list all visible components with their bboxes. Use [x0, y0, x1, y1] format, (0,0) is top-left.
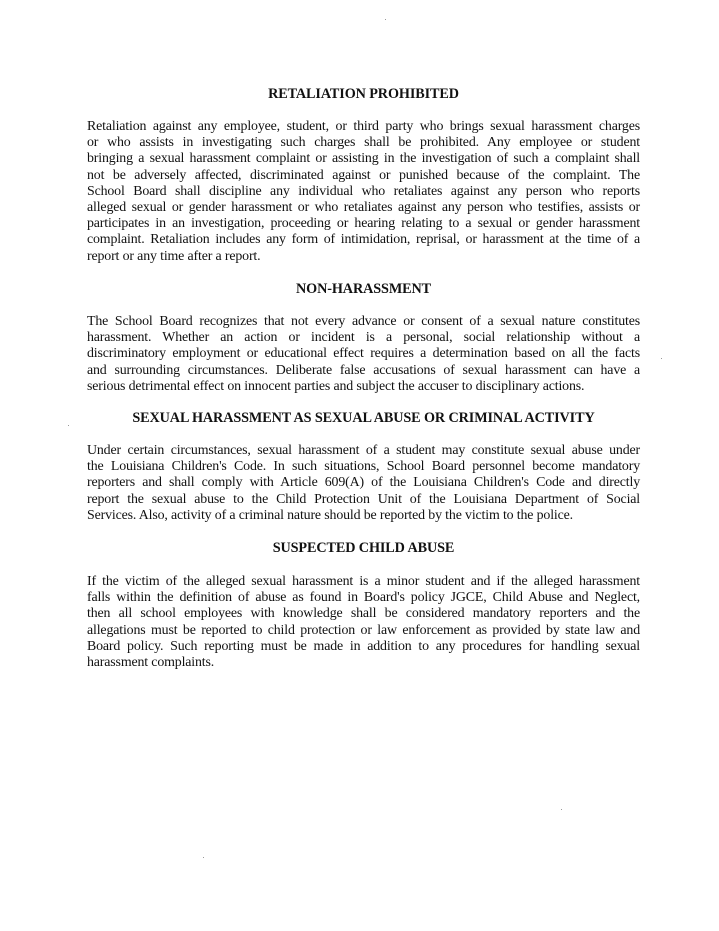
paragraph-non-harassment	[87, 314, 640, 395]
heading-retaliation-prohibited: RETALIATION PROHIBITED	[268, 86, 459, 102]
text-line: Services. Also, activity of a criminal nature should be reported by the victim to the police.	[87, 507, 573, 523]
scan-speck	[661, 358, 662, 359]
text-line: bringing a sexual harassment complaint or assisting in the investigation of such a complaint shall	[87, 151, 640, 167]
text-line: not be adversely affected, discriminated against or punished because of the complaint. The	[87, 167, 640, 183]
heading-suspected-child-abuse: SUSPECTED CHILD ABUSE	[272, 540, 455, 556]
text-line: School Board shall discipline any individual who retaliates against any person who reports	[87, 183, 640, 199]
text-line: harassment. Whether an action or incident is a personal, social relationship without a	[87, 330, 640, 346]
text-line: falls within the definition of abuse as found in Board's policy JGCE, Child Abuse and Neglect,	[87, 590, 640, 606]
text-line: Under certain circumstances, sexual harassment of a student may constitute sexual abuse under	[87, 443, 640, 458]
text-line: complaint. Retaliation includes any form of intimidation, reprisal, or harassment at the time of a	[87, 232, 640, 248]
heading-non-harassment: NON-HARASSMENT	[296, 281, 431, 297]
scan-speck	[561, 809, 562, 810]
paragraph-sexual-abuse-criminal-activity	[87, 443, 640, 524]
heading-sexual-abuse-criminal-activity: SEXUAL HARASSMENT AS SEXUAL ABUSE OR CRIMINAL ACTIVITY	[132, 410, 595, 426]
text-line: discriminatory employment or educational effect requires a determination based on all the facts	[87, 346, 640, 362]
text-line: report or any time after a report.	[87, 248, 261, 264]
text-line: allegations must be reported to child protection or law enforcement as provided by state law and	[87, 622, 640, 638]
text-line: harassment complaints.	[87, 654, 215, 670]
text-line: participates in an investigation, proceeding or hearing relating to a sexual or gender harassment	[87, 216, 640, 232]
text-line: and surrounding circumstances. Deliberate false accusations of sexual harassment can have a	[87, 362, 640, 378]
text-line: alleged sexual or gender harassment or who retaliates against any person who testifies, assists or	[87, 199, 640, 215]
text-line: Board policy. Such reporting must be made in addition to any procedures for handling sexual	[87, 638, 640, 654]
text-line: then all school employees with knowledge shall be considered mandatory reporters and the	[87, 606, 640, 622]
text-line: serious detrimental effect on innocent parties and subject the accuser to disciplinary actions.	[87, 378, 585, 394]
text-line: The School Board recognizes that not every advance or consent of a sexual nature constitutes	[87, 314, 640, 329]
text-line: reporters and shall comply with Article 609(A) of the Louisiana Children's Code and directly	[87, 475, 640, 491]
text-line: Retaliation against any employee, student, or third party who brings sexual harassment charges	[87, 119, 640, 134]
text-line: the Louisiana Children's Code. In such situations, School Board personnel become mandatory	[87, 459, 640, 475]
text-line: report the sexual abuse to the Child Protection Unit of the Louisiana Department of Social	[87, 491, 640, 507]
scan-speck	[68, 425, 69, 426]
text-line: If the victim of the alleged sexual harassment is a minor student and if the alleged harassment	[87, 574, 640, 589]
scan-speck	[203, 857, 204, 858]
scan-speck	[385, 19, 386, 20]
paragraph-retaliation-prohibited	[87, 119, 640, 265]
paragraph-suspected-child-abuse	[87, 574, 640, 671]
text-line: or who assists in investigating such charges shall be prohibited. Any employee or student	[87, 135, 640, 151]
